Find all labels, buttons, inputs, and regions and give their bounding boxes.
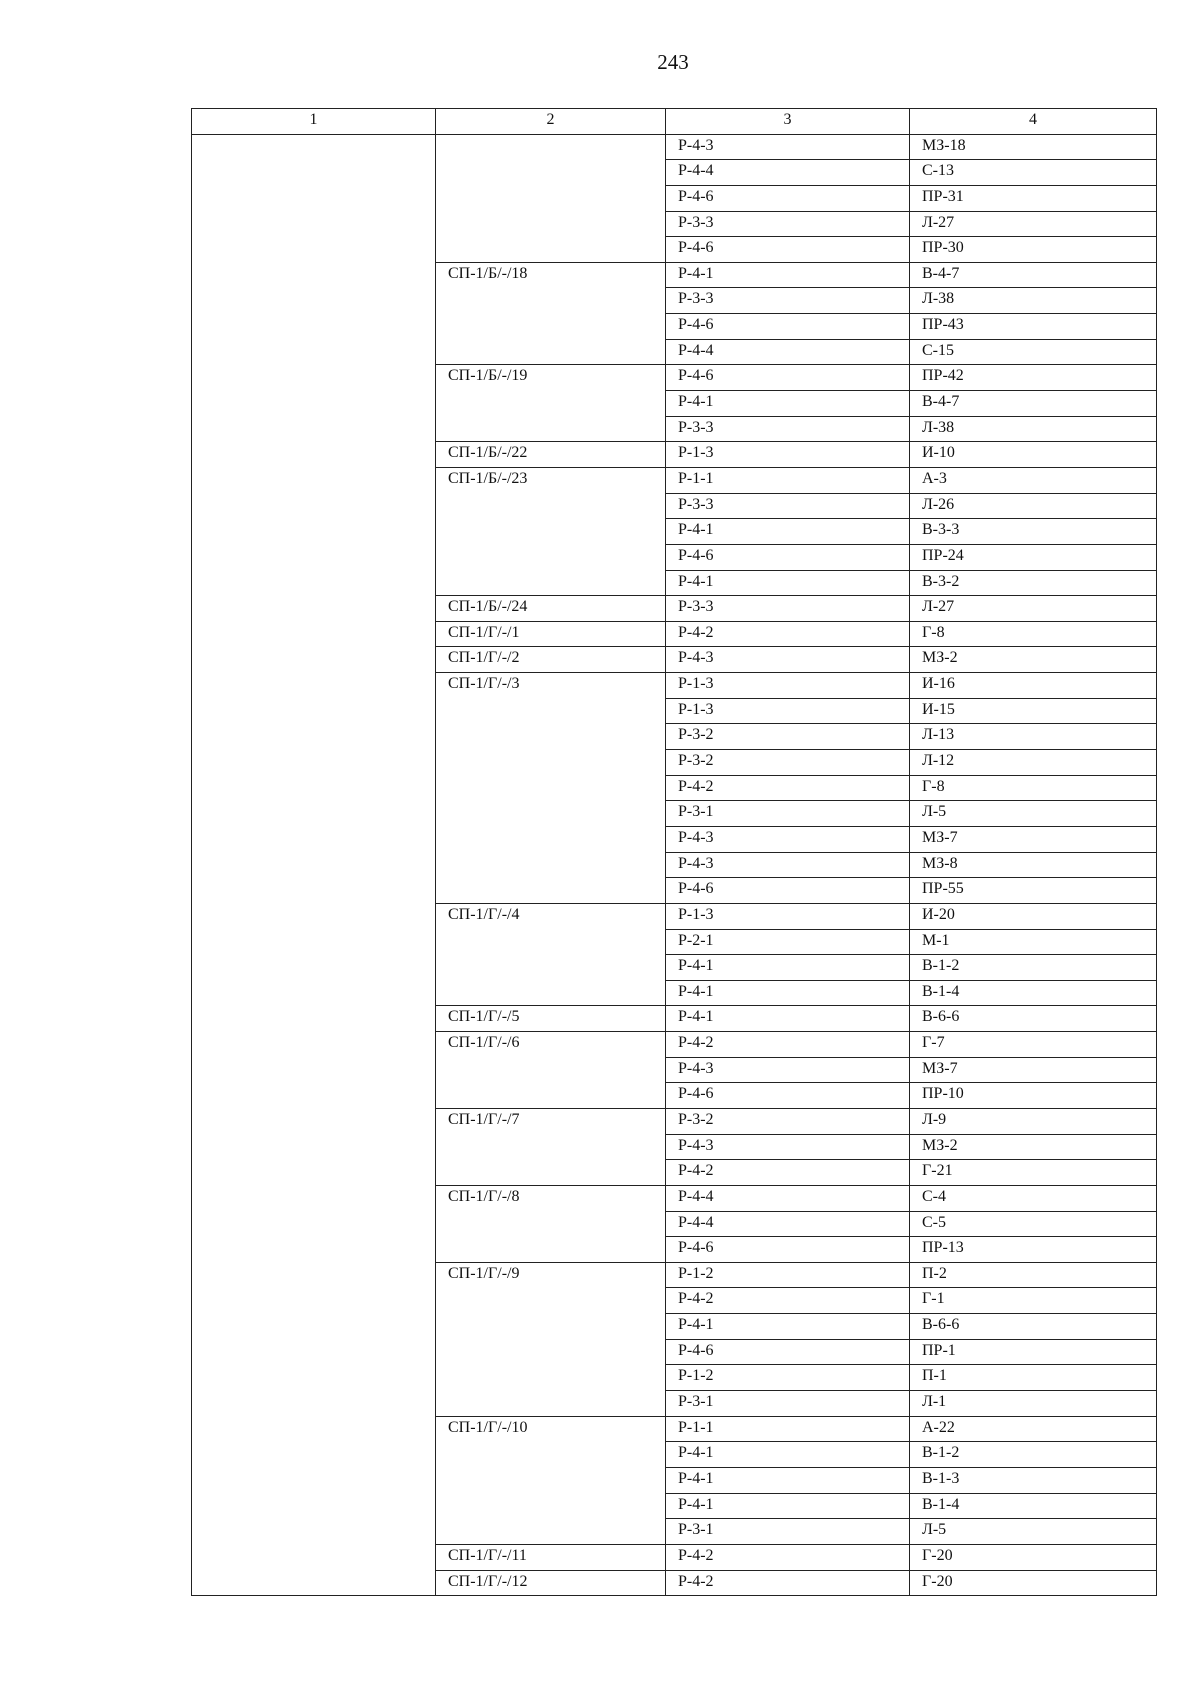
- ref-cell: В-6-6: [910, 1314, 1157, 1340]
- ref-cell: ПР-24: [910, 544, 1157, 570]
- ref-cell: В-1-4: [910, 1493, 1157, 1519]
- code-cell: Р-3-1: [666, 801, 910, 827]
- ref-cell: Л-1: [910, 1391, 1157, 1417]
- group-name-cell: СП-1/Г/-/8: [436, 1185, 666, 1262]
- ref-cell: В-3-3: [910, 519, 1157, 545]
- code-cell: Р-3-1: [666, 1391, 910, 1417]
- code-cell: Р-4-1: [666, 1493, 910, 1519]
- table-header: [192, 109, 1157, 135]
- group-name-cell: СП-1/Б/-/22: [436, 442, 666, 468]
- code-cell: Р-4-3: [666, 1057, 910, 1083]
- ref-cell: И-20: [910, 903, 1157, 929]
- ref-cell: И-15: [910, 698, 1157, 724]
- code-cell: Р-4-6: [666, 1339, 910, 1365]
- group-name-cell: СП-1/Г/-/2: [436, 647, 666, 673]
- ref-cell: С-13: [910, 160, 1157, 186]
- ref-cell: МЗ-8: [910, 852, 1157, 878]
- code-cell: Р-3-2: [666, 1108, 910, 1134]
- group-name-cell: СП-1/Г/-/4: [436, 903, 666, 1006]
- ref-cell: МЗ-7: [910, 826, 1157, 852]
- ref-cell: Г-20: [910, 1544, 1157, 1570]
- code-cell: Р-4-6: [666, 1237, 910, 1263]
- ref-cell: Л-13: [910, 724, 1157, 750]
- ref-cell: Л-5: [910, 1519, 1157, 1545]
- code-cell: Р-4-3: [666, 647, 910, 673]
- group-name-cell: СП-1/Г/-/10: [436, 1416, 666, 1544]
- code-cell: Р-4-6: [666, 237, 910, 263]
- code-cell: Р-4-1: [666, 955, 910, 981]
- ref-cell: П-1: [910, 1365, 1157, 1391]
- code-cell: Р-4-3: [666, 1134, 910, 1160]
- ref-cell: В-1-2: [910, 955, 1157, 981]
- ref-cell: В-1-3: [910, 1467, 1157, 1493]
- group-name-cell: СП-1/Г/-/9: [436, 1262, 666, 1416]
- code-cell: Р-2-1: [666, 929, 910, 955]
- ref-cell: МЗ-2: [910, 1134, 1157, 1160]
- ref-cell: Л-38: [910, 416, 1157, 442]
- ref-cell: Л-5: [910, 801, 1157, 827]
- code-cell: Р-4-6: [666, 314, 910, 340]
- ref-cell: С-5: [910, 1211, 1157, 1237]
- ref-cell: МЗ-7: [910, 1057, 1157, 1083]
- ref-cell: С-15: [910, 339, 1157, 365]
- group-name-cell: СП-1/Г/-/6: [436, 1032, 666, 1109]
- table-row: [192, 134, 1157, 160]
- code-cell: Р-4-3: [666, 826, 910, 852]
- group-name-cell: СП-1/Б/-/24: [436, 596, 666, 622]
- code-cell: Р-4-1: [666, 1467, 910, 1493]
- code-cell: Р-1-1: [666, 1416, 910, 1442]
- ref-cell: В-1-2: [910, 1442, 1157, 1468]
- code-cell: Р-4-1: [666, 519, 910, 545]
- code-cell: Р-4-3: [666, 134, 910, 160]
- code-cell: Р-3-3: [666, 596, 910, 622]
- header-col-1: 1: [192, 109, 436, 135]
- ref-cell: В-1-4: [910, 980, 1157, 1006]
- ref-cell: ПР-55: [910, 878, 1157, 904]
- code-cell: Р-4-6: [666, 878, 910, 904]
- code-cell: Р-4-2: [666, 1288, 910, 1314]
- code-cell: Р-3-3: [666, 211, 910, 237]
- code-cell: Р-4-6: [666, 544, 910, 570]
- group-name-cell: СП-1/Г/-/7: [436, 1108, 666, 1185]
- group-name-cell: СП-1/Г/-/12: [436, 1570, 666, 1596]
- header-col-3: 3: [666, 109, 910, 135]
- code-cell: Р-4-1: [666, 262, 910, 288]
- code-cell: Р-1-3: [666, 698, 910, 724]
- code-cell: Р-4-3: [666, 852, 910, 878]
- code-cell: Р-4-1: [666, 980, 910, 1006]
- code-cell: Р-3-3: [666, 288, 910, 314]
- code-cell: Р-1-2: [666, 1262, 910, 1288]
- code-cell: Р-4-2: [666, 1160, 910, 1186]
- ref-cell: А-3: [910, 467, 1157, 493]
- ref-cell: М-1: [910, 929, 1157, 955]
- code-cell: Р-1-3: [666, 903, 910, 929]
- ref-cell: Л-38: [910, 288, 1157, 314]
- ref-cell: Г-8: [910, 775, 1157, 801]
- code-cell: Р-4-1: [666, 1314, 910, 1340]
- code-cell: Р-4-4: [666, 1185, 910, 1211]
- code-cell: Р-4-4: [666, 160, 910, 186]
- ref-cell: Г-1: [910, 1288, 1157, 1314]
- ref-cell: В-6-6: [910, 1006, 1157, 1032]
- code-cell: Р-4-2: [666, 1570, 910, 1596]
- code-cell: Р-4-6: [666, 185, 910, 211]
- ref-cell: ПР-30: [910, 237, 1157, 263]
- ref-cell: ПР-43: [910, 314, 1157, 340]
- ref-cell: ПР-42: [910, 365, 1157, 391]
- header-row: [192, 109, 1157, 135]
- ref-cell: П-2: [910, 1262, 1157, 1288]
- code-cell: Р-4-2: [666, 621, 910, 647]
- page-number: 243: [657, 50, 689, 74]
- ref-cell: Л-27: [910, 596, 1157, 622]
- code-cell: Р-4-2: [666, 1544, 910, 1570]
- ref-cell: Л-9: [910, 1108, 1157, 1134]
- group-name-cell: [436, 134, 666, 262]
- code-cell: Р-4-1: [666, 1006, 910, 1032]
- ref-cell: МЗ-2: [910, 647, 1157, 673]
- ref-cell: В-3-2: [910, 570, 1157, 596]
- code-cell: Р-4-1: [666, 391, 910, 417]
- code-cell: Р-3-3: [666, 416, 910, 442]
- code-cell: Р-3-2: [666, 750, 910, 776]
- code-cell: Р-3-2: [666, 724, 910, 750]
- code-cell: Р-4-6: [666, 1083, 910, 1109]
- group-name-cell: СП-1/Г/-/1: [436, 621, 666, 647]
- group-name-cell: СП-1/Б/-/23: [436, 467, 666, 595]
- header-col-4: 4: [910, 109, 1157, 135]
- header-col-2: 2: [436, 109, 666, 135]
- data-table: [191, 108, 1157, 1596]
- group-name-cell: СП-1/Г/-/3: [436, 673, 666, 904]
- code-cell: Р-3-1: [666, 1519, 910, 1545]
- ref-cell: ПР-1: [910, 1339, 1157, 1365]
- ref-cell: Л-12: [910, 750, 1157, 776]
- ref-cell: С-4: [910, 1185, 1157, 1211]
- code-cell: Р-3-3: [666, 493, 910, 519]
- ref-cell: ПР-31: [910, 185, 1157, 211]
- code-cell: Р-4-6: [666, 365, 910, 391]
- group-name-cell: СП-1/Г/-/5: [436, 1006, 666, 1032]
- ref-cell: МЗ-18: [910, 134, 1157, 160]
- table-body: [192, 134, 1157, 1596]
- ref-cell: Г-21: [910, 1160, 1157, 1186]
- code-cell: Р-1-3: [666, 442, 910, 468]
- group-name-cell: СП-1/Б/-/18: [436, 262, 666, 365]
- ref-cell: В-4-7: [910, 262, 1157, 288]
- code-cell: Р-4-4: [666, 1211, 910, 1237]
- ref-cell: И-10: [910, 442, 1157, 468]
- ref-cell: И-16: [910, 673, 1157, 699]
- ref-cell: Г-20: [910, 1570, 1157, 1596]
- ref-cell: ПР-13: [910, 1237, 1157, 1263]
- ref-cell: Г-7: [910, 1032, 1157, 1058]
- ref-cell: Г-8: [910, 621, 1157, 647]
- code-cell: Р-1-1: [666, 467, 910, 493]
- group-name-cell: СП-1/Г/-/11: [436, 1544, 666, 1570]
- column-1-cell: [192, 134, 436, 1596]
- code-cell: Р-4-1: [666, 570, 910, 596]
- ref-cell: В-4-7: [910, 391, 1157, 417]
- code-cell: Р-4-1: [666, 1442, 910, 1468]
- group-name-cell: СП-1/Б/-/19: [436, 365, 666, 442]
- ref-cell: А-22: [910, 1416, 1157, 1442]
- ref-cell: ПР-10: [910, 1083, 1157, 1109]
- ref-cell: Л-27: [910, 211, 1157, 237]
- code-cell: Р-1-2: [666, 1365, 910, 1391]
- code-cell: Р-4-4: [666, 339, 910, 365]
- code-cell: Р-1-3: [666, 673, 910, 699]
- code-cell: Р-4-2: [666, 775, 910, 801]
- code-cell: Р-4-2: [666, 1032, 910, 1058]
- ref-cell: Л-26: [910, 493, 1157, 519]
